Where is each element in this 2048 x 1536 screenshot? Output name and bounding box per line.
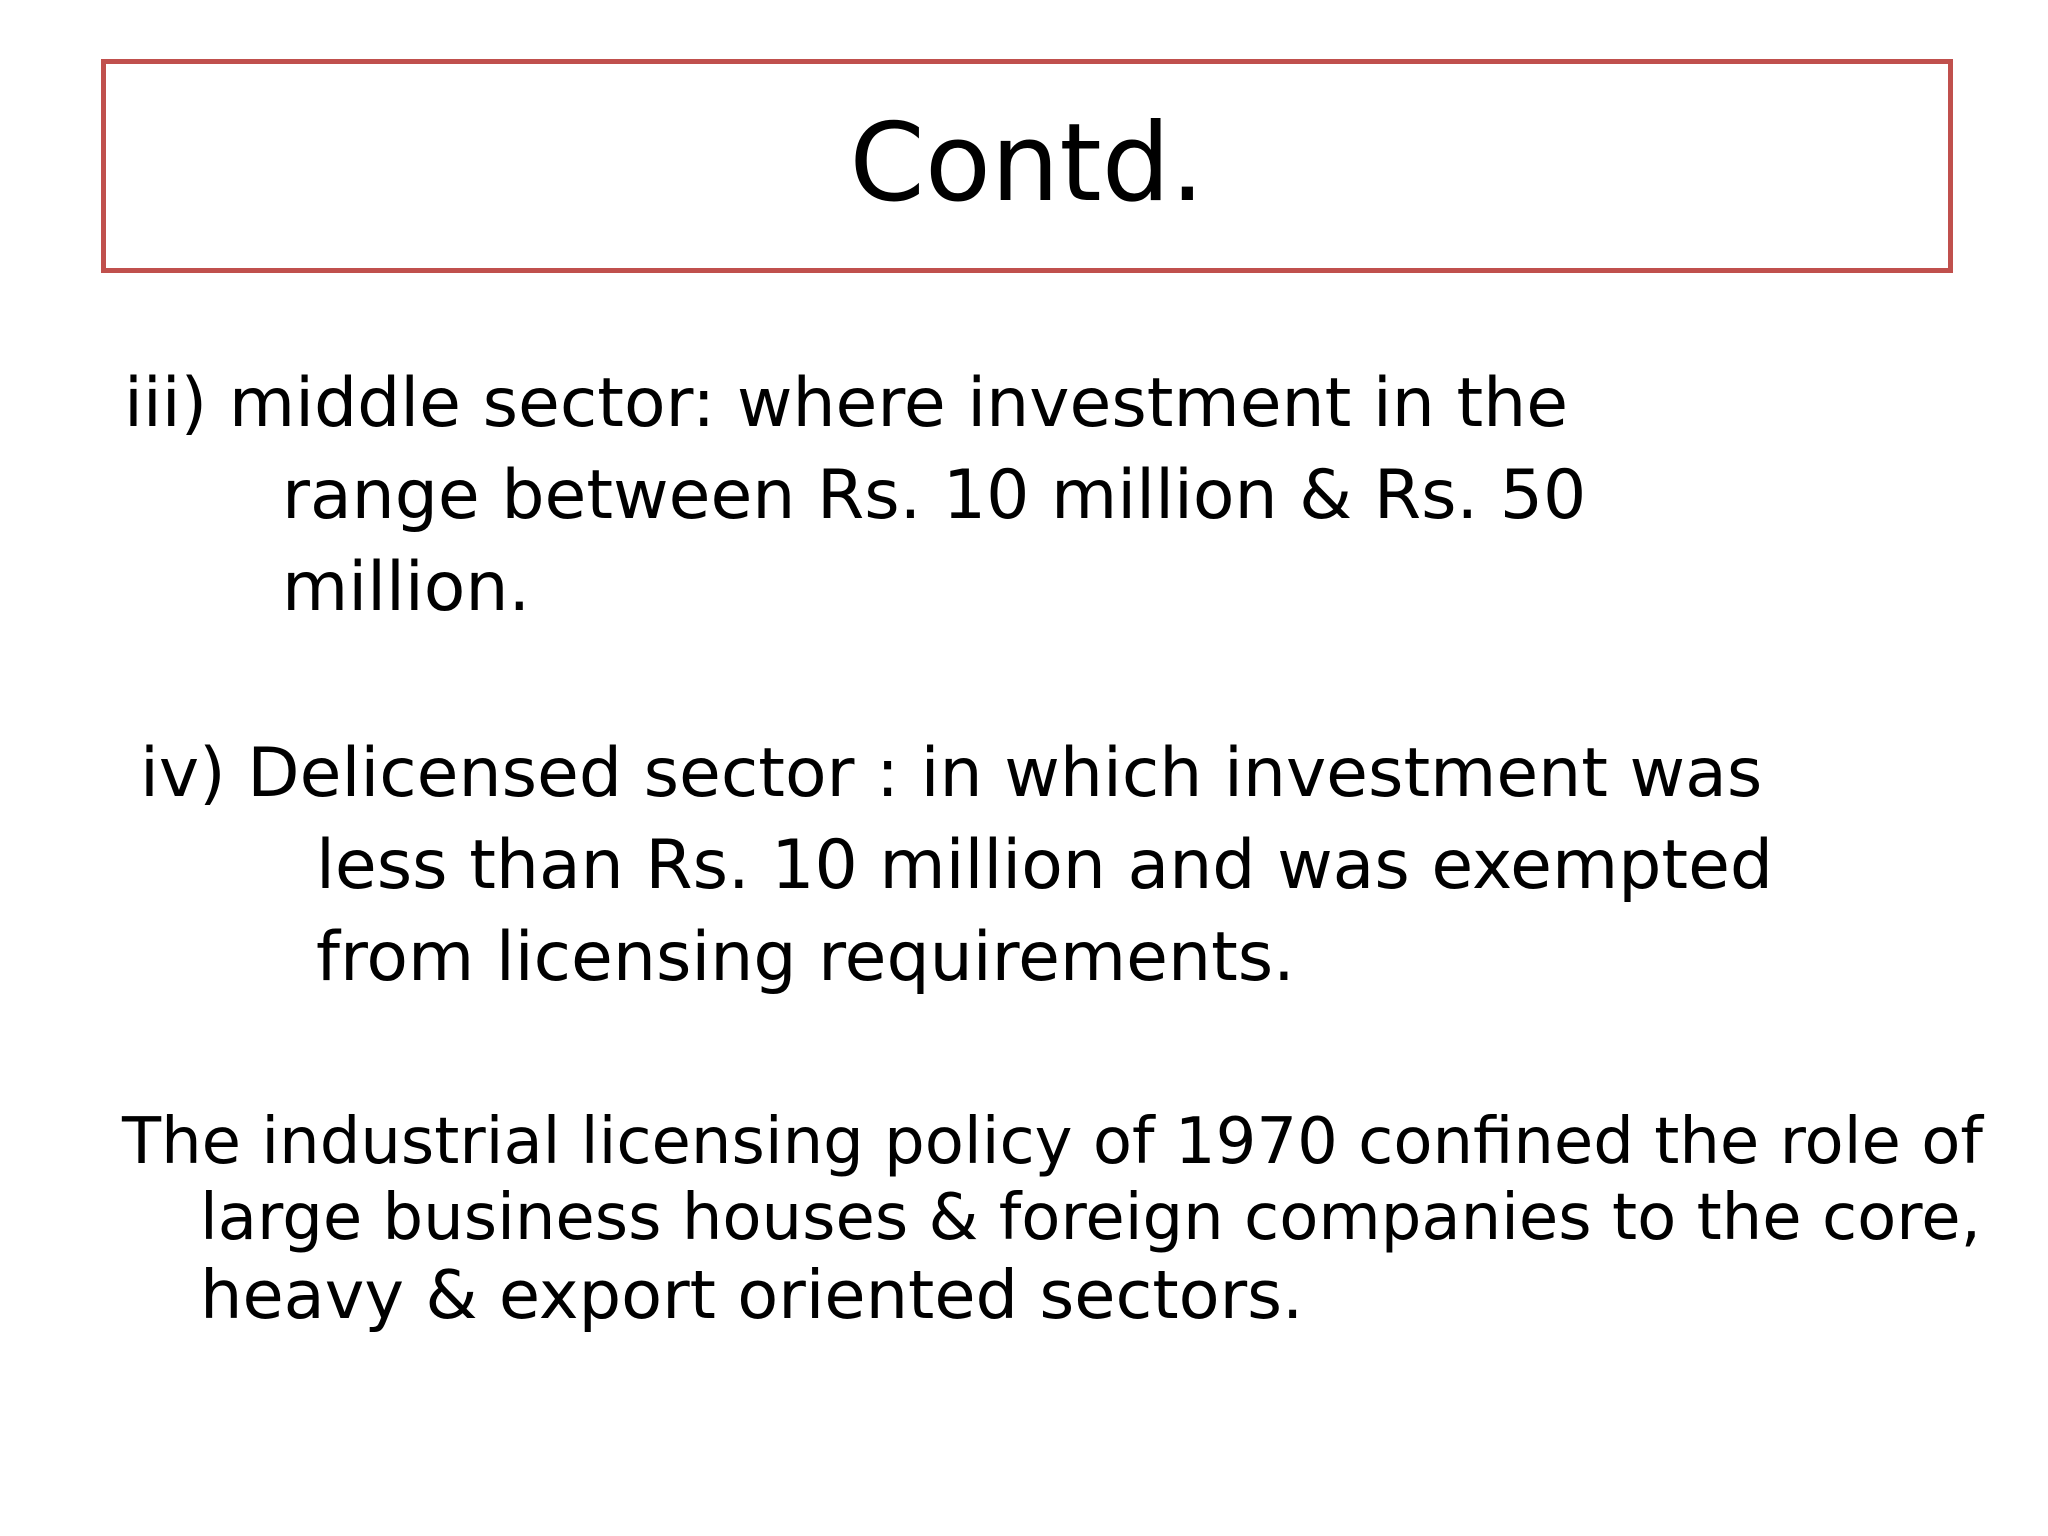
paragraph-line: iv) Delicensed sector : in which investment was xyxy=(140,734,1763,813)
slide-title: Contd. xyxy=(849,101,1205,226)
paragraph-line: less than Rs. 10 million and was exempted xyxy=(316,826,1774,905)
paragraph-line: million. xyxy=(282,548,531,627)
paragraph-line: heavy & export oriented sectors. xyxy=(200,1256,1304,1334)
paragraph-line: range between Rs. 10 million & Rs. 50 xyxy=(282,456,1587,535)
paragraph-line: iii) middle sector: where investment in the xyxy=(124,364,1569,443)
title-box xyxy=(101,59,1953,273)
paragraph-line: from licensing requirements. xyxy=(316,918,1295,997)
paragraph-line: large business houses & foreign companies to the core, xyxy=(200,1181,1981,1255)
paragraph-line: The industrial licensing policy of 1970 confined the role of xyxy=(122,1105,1983,1179)
